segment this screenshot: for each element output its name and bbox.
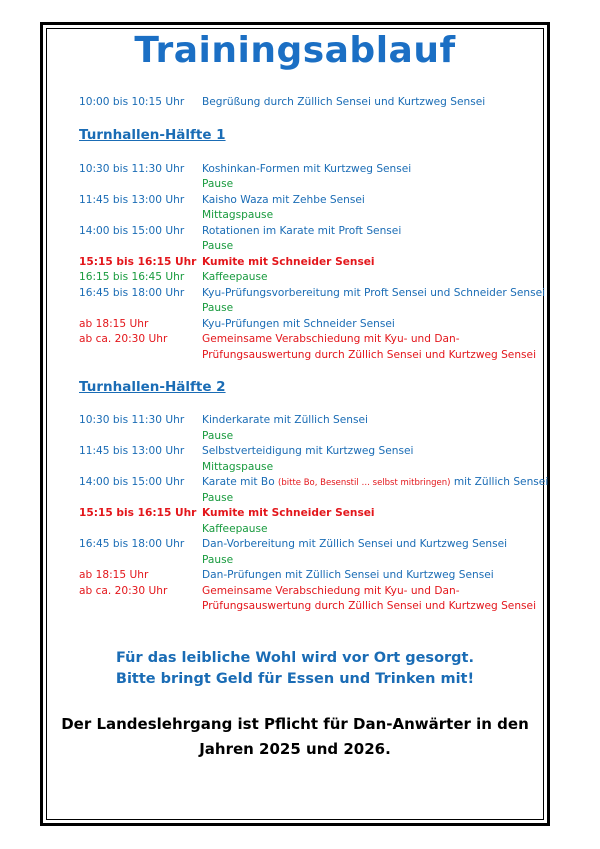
time: 16:45 bis 18:00 Uhr — [79, 538, 185, 550]
time: ab ca. 20:30 Uhr — [79, 585, 168, 597]
time: ab 18:15 Uhr — [79, 318, 149, 330]
description: Rotationen im Karate mit Proft Sensei — [202, 225, 402, 237]
description: Kaffeepause — [202, 271, 268, 283]
description-end: mit Züllich Sensei — [453, 476, 549, 488]
time: 16:45 bis 18:00 Uhr — [79, 287, 185, 299]
time: 15:15 bis 16:15 Uhr — [79, 507, 197, 519]
description: Dan-Prüfungen mit Züllich Sensei und Kurtzweg Sensei — [202, 569, 494, 581]
description: Kyu-Prüfungsvorbereitung mit Proft Sensei und Schneider Sensei — [202, 287, 546, 299]
schedule-continuation: Prüfungsauswertung durch Züllich Sensei und Kurtzweg Sensei — [202, 600, 537, 612]
description — [202, 475, 548, 492]
time: 10:00 bis 10:15 Uhr — [79, 96, 185, 108]
schedule-row-highlight — [79, 506, 375, 522]
schedule-row — [79, 568, 494, 584]
time: 10:30 bis 11:30 Uhr — [79, 414, 185, 426]
description: Koshinkan-Formen mit Kurtzweg Sensei — [202, 163, 412, 175]
schedule-row — [79, 286, 545, 302]
mandatory-notice — [60, 712, 530, 762]
time: 11:45 bis 13:00 Uhr — [79, 445, 185, 457]
description: Selbstverteidigung mit Kurtzweg Sensei — [202, 445, 414, 457]
catering-note-line-2: Bitte bringt Geld für Essen und Trinken mit! — [115, 671, 475, 687]
description: Kaisho Waza mit Zehbe Sensei — [202, 194, 365, 206]
schedule-break: Mittagspause — [202, 209, 274, 221]
schedule-break: Pause — [202, 302, 234, 314]
mandatory-notice-line-2: Jahren 2025 und 2026. — [199, 740, 391, 758]
schedule-row — [79, 317, 395, 333]
schedule-row — [79, 332, 460, 348]
schedule-row-highlight — [79, 255, 375, 271]
schedule-row-intro — [79, 95, 485, 111]
time: 16:15 bis 16:45 Uhr — [79, 271, 185, 283]
description: Gemeinsame Verabschiedung mit Kyu- und Dan- — [202, 585, 460, 597]
schedule-row — [79, 193, 365, 209]
schedule-row-break — [79, 270, 268, 286]
time: 10:30 bis 11:30 Uhr — [79, 163, 185, 175]
time: ab ca. 20:30 Uhr — [79, 333, 168, 345]
time: ab 18:15 Uhr — [79, 569, 149, 581]
time: 14:00 bis 15:00 Uhr — [79, 225, 185, 237]
description-note: (bitte Bo, Besenstil … selbst mitbringen) — [278, 478, 451, 488]
section-heading-hall-2: Turnhallen-Hälfte 2 — [79, 379, 226, 395]
section-heading-hall-1: Turnhallen-Hälfte 1 — [79, 127, 226, 143]
description: Kinderkarate mit Züllich Sensei — [202, 414, 368, 426]
schedule-row — [79, 162, 411, 178]
schedule-break: Pause — [202, 178, 234, 190]
time: 14:00 bis 15:00 Uhr — [79, 476, 185, 488]
schedule-row — [79, 584, 460, 600]
schedule-break: Kaffeepause — [202, 523, 268, 535]
schedule-continuation: Prüfungsauswertung durch Züllich Sensei und Kurtzweg Sensei — [202, 349, 537, 361]
catering-note-line-1: Für das leibliche Wohl wird vor Ort gesorgt. — [115, 650, 474, 666]
schedule-row — [79, 475, 548, 492]
description: Kyu-Prüfungen mit Schneider Sensei — [202, 318, 395, 330]
description: Kumite mit Schneider Sensei — [202, 507, 375, 519]
schedule-break: Pause — [202, 430, 234, 442]
description: Begrüßung durch Züllich Sensei und Kurtzweg Sensei — [202, 96, 486, 108]
time: 15:15 bis 16:15 Uhr — [79, 256, 197, 268]
schedule-row — [79, 224, 401, 240]
time: 11:45 bis 13:00 Uhr — [79, 194, 185, 206]
description: Dan-Vorbereitung mit Züllich Sensei und Kurtzweg Sensei — [202, 538, 508, 550]
schedule-row — [79, 444, 413, 460]
schedule-row — [79, 413, 368, 429]
description: Gemeinsame Verabschiedung mit Kyu- und Dan- — [202, 333, 460, 345]
page-title: Trainingsablauf — [134, 30, 456, 71]
schedule-break: Mittagspause — [202, 461, 274, 473]
description-main: Karate mit Bo — [202, 476, 275, 488]
description: Kumite mit Schneider Sensei — [202, 256, 375, 268]
schedule-break: Pause — [202, 492, 234, 504]
schedule-break: Pause — [202, 554, 234, 566]
schedule-row — [79, 537, 507, 553]
schedule-break: Pause — [202, 240, 234, 252]
mandatory-notice-line-1: Der Landeslehrgang ist Pflicht für Dan-Anwärter in den — [61, 715, 529, 733]
